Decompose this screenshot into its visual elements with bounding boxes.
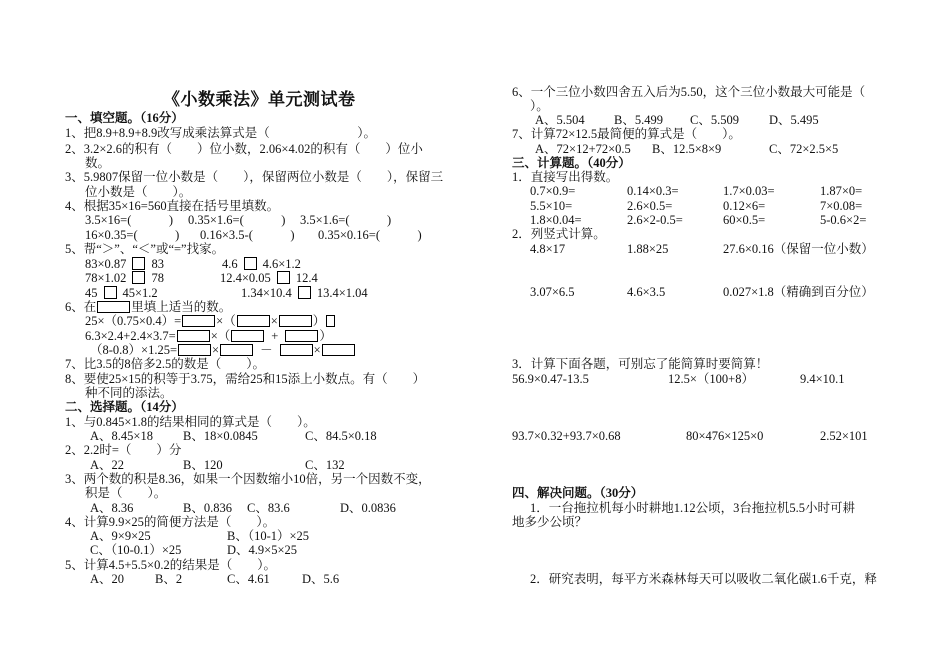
choice-q2: 2、2.2时=（ ）分 [65, 443, 182, 457]
answer-box [182, 315, 215, 327]
calc-p2-cell: 27.6×0.16（保留一位小数） [723, 242, 874, 256]
compare-left: 45 [85, 286, 98, 300]
answer-box [220, 344, 253, 356]
calc-p1-cell: 60×0.5= [723, 213, 766, 227]
fill-q4: 4、根据35×16=560直接在括号里填数。 [65, 199, 280, 213]
answer-box [132, 271, 145, 284]
fill-q8: 8、要使25×15的积等于3.75，需给25和15添上小数点。有（ ） [65, 372, 426, 386]
compare-item [85, 271, 164, 285]
calc-p2-cell: 4.6×3.5 [627, 285, 666, 299]
choice-q3: 3、两个数的积是8.36，如果一个因数缩小10倍，另一个因数不变， [65, 472, 431, 486]
fill-q8-cont: 种不同的添法。 [85, 386, 173, 400]
calc-p1-instruction: 1．直接写出得数。 [512, 170, 619, 184]
choice-option: A、9×9×25 [90, 529, 151, 543]
expr-part: 25×（0.75×0.4）= [85, 314, 182, 328]
choice-option: B、18×0.0845 [183, 429, 258, 443]
choice-q7: 7、计算72×12.5最简便的算式是（ ）。 [512, 127, 741, 141]
answer-box [279, 315, 312, 327]
compare-left: 4.6 [222, 257, 238, 271]
answer-box [177, 330, 210, 342]
compare-left: 12.4×0.05 [220, 271, 271, 285]
choice-option: B、0.836 [183, 501, 232, 515]
calc-p1-cell: 5-0.6×2= [820, 213, 867, 227]
calc-p3-cell: 93.7×0.32+93.7×0.68 [512, 429, 621, 443]
fill-q1: 1、把8.9+8.9+8.9改写成乘法算式是（ ）。 [65, 126, 376, 140]
choice-option: A、22 [90, 458, 125, 472]
fill-q2-cont: 数。 [85, 156, 111, 170]
calc-p1-cell: 7×0.08= [820, 199, 863, 213]
calc-p3-cell: 56.9×0.47-13.5 [512, 372, 589, 386]
calc-p2-instruction: 2．列竖式计算。 [512, 227, 606, 241]
calc-p1-cell: 1.87×0= [820, 184, 863, 198]
fill-q4-cell: 0.35×1.6=( ) [188, 213, 286, 227]
answer-box [277, 271, 290, 284]
compare-item [241, 286, 368, 300]
choice-option: A、5.504 [535, 113, 585, 127]
answer-box [280, 344, 313, 356]
calc-p1-cell: 0.7×0.9= [530, 184, 576, 198]
calc-p1-cell: 2.6×0.5= [627, 199, 673, 213]
compare-right: 83 [151, 257, 164, 271]
section-fill-heading: 一、填空题。（16分） [65, 111, 184, 125]
fill-q2: 2、3.2×2.6的积有（ ）位小数，2.06×4.02的积有（ ）位小 [65, 142, 423, 156]
expr-part: （8-0.8）×1.25= [90, 343, 178, 357]
answer-box [237, 315, 270, 327]
choice-q1: 1、与0.845×1.8的结果相同的算式是（ ）。 [65, 415, 316, 429]
compare-left: 78×1.02 [85, 271, 127, 285]
page-title: 《小数乘法》单元测试卷 [163, 90, 356, 109]
answer-box [326, 315, 335, 327]
expr-part: ×（ [210, 329, 231, 343]
fill-q3: 3、5.9807保留一位小数是（ ），保留两位小数是（ ），保留三 [65, 170, 444, 184]
answer-box [322, 344, 355, 356]
choice-option: B、12.5×8×9 [652, 142, 722, 156]
answer-box [97, 301, 130, 313]
calc-p2-cell: 1.88×25 [627, 242, 669, 256]
fill-q4-cell: 3.5×16=( ) [85, 213, 174, 227]
solve-q1: 1．一台拖拉机每小时耕地1.12公顷，3台拖拉机5.5小时可耕 [530, 501, 856, 515]
choice-option: B、5.499 [614, 113, 663, 127]
expr-part: ） [312, 314, 326, 328]
choice-q6-cont: ）。 [530, 99, 549, 113]
expr-part: 6.3×2.4+2.4×3.7= [85, 329, 176, 343]
fill-q4-cell: 0.16×3.5-( ) [200, 228, 295, 242]
compare-item [85, 257, 164, 271]
section-choice-heading: 二、选择题。（14分） [65, 400, 184, 414]
compare-item [220, 271, 318, 285]
choice-option: B、2 [155, 572, 183, 586]
fill-q6 [65, 300, 231, 314]
compare-left: 83×0.87 [85, 257, 127, 271]
section-solve-heading: 四、解决问题。（30分） [512, 486, 644, 500]
answer-box [231, 330, 264, 342]
choice-q4: 4、计算9.9×25的简便方法是（ ）。 [65, 515, 276, 529]
calc-p2-cell: 3.07×6.5 [530, 285, 575, 299]
choice-option: C、5.509 [690, 113, 739, 127]
expr-part: × [212, 343, 220, 357]
compare-right: 45×1.2 [122, 286, 158, 300]
choice-option: B、120 [183, 458, 223, 472]
choice-option: C、4.61 [227, 572, 270, 586]
calc-p1-cell: 0.12×6= [723, 199, 766, 213]
choice-q6: 6、一个三位小数四舍五入后为5.50，这个三位小数最大可能是（ [512, 85, 866, 99]
answer-box [298, 286, 311, 299]
expr-part: ×（ [216, 314, 236, 328]
fill-q6-row [85, 329, 332, 343]
compare-right: 4.6×1.2 [262, 257, 301, 271]
calc-p3-cell: 12.5×（100+8） [668, 372, 754, 386]
calc-p1-cell: 0.14×0.3= [627, 184, 679, 198]
fill-q6-after: 里填上适当的数。 [131, 300, 232, 314]
choice-option: C、72×2.5×5 [769, 142, 839, 156]
calc-p3-cell: 2.52×101 [820, 429, 868, 443]
fill-q5: 5、帮“＞”、“＜”或“=”找家。 [65, 242, 225, 256]
answer-box [244, 257, 257, 270]
calc-p1-cell: 5.5×10= [530, 199, 573, 213]
compare-right: 12.4 [295, 271, 318, 285]
choice-option: A、8.45×18 [90, 429, 153, 443]
choice-option: C、（10-0.1）×25 [90, 543, 182, 557]
choice-option: B、（10-1）×25 [227, 529, 310, 543]
answer-box [132, 257, 145, 270]
calc-p2-cell: 0.027×1.8（精确到百分位） [723, 285, 874, 299]
answer-box [178, 344, 211, 356]
compare-item [85, 286, 158, 300]
section-calc-heading: 三、计算题。（40分） [512, 156, 631, 170]
calc-p1-cell: 2.6×2-0.5= [627, 213, 683, 227]
choice-option: A、8.36 [90, 501, 134, 515]
answer-box [104, 286, 117, 299]
calc-p3-instruction: 3．计算下面各题，可别忘了能简算时要简算！ [512, 357, 769, 371]
fill-q6-row [90, 343, 356, 357]
solve-q1-cont: 地多少公顷？ [512, 515, 588, 529]
expr-part: － [260, 343, 273, 357]
choice-q3-cont: 积是（ ）。 [85, 486, 167, 500]
choice-option: A、20 [90, 572, 125, 586]
choice-option: D、5.6 [302, 572, 340, 586]
fill-q6-before: 6、在 [65, 300, 97, 314]
choice-option: C、84.5×0.18 [305, 429, 377, 443]
compare-right: 78 [151, 271, 164, 285]
calc-p2-cell: 4.8×17 [530, 242, 566, 256]
fill-q3-cont: 位小数是（ ）。 [85, 185, 192, 199]
fill-q6-row [85, 314, 336, 328]
choice-option: C、132 [305, 458, 345, 472]
compare-left: 1.34×10.4 [241, 286, 292, 300]
fill-q4-cell: 16×0.35=( ) [85, 228, 180, 242]
answer-box [285, 330, 318, 342]
expr-part: ） [319, 329, 332, 343]
solve-q2: 2．研究表明，每平方米森林每天可以吸收二氧化碳1.6千克，释 [530, 572, 877, 586]
expr-part: × [313, 343, 321, 357]
calc-p3-cell: 9.4×10.1 [800, 372, 845, 386]
compare-right: 13.4×1.04 [316, 286, 368, 300]
calc-p1-cell: 1.7×0.03= [723, 184, 775, 198]
calc-p3-cell: 80×476×125×0 [686, 429, 764, 443]
choice-option: D、0.0836 [340, 501, 396, 515]
fill-q4-cell: 3.5×1.6=( ) [300, 213, 392, 227]
fill-q7: 7、比3.5的8倍多2.5的数是（ ）。 [65, 357, 266, 371]
fill-q4-cell: 0.35×0.16=( ) [318, 228, 422, 242]
choice-q5: 5、计算4.5+5.5×0.2的结果是（ ）。 [65, 558, 276, 572]
choice-option: D、5.495 [769, 113, 819, 127]
calc-p1-cell: 1.8×0.04= [530, 213, 582, 227]
choice-option: C、83.6 [247, 501, 290, 515]
choice-option: A、72×12+72×0.5 [535, 142, 631, 156]
compare-item [222, 257, 301, 271]
expr-part: + [271, 329, 279, 343]
choice-option: D、4.9×5×25 [227, 543, 298, 557]
expr-part: × [270, 314, 278, 328]
